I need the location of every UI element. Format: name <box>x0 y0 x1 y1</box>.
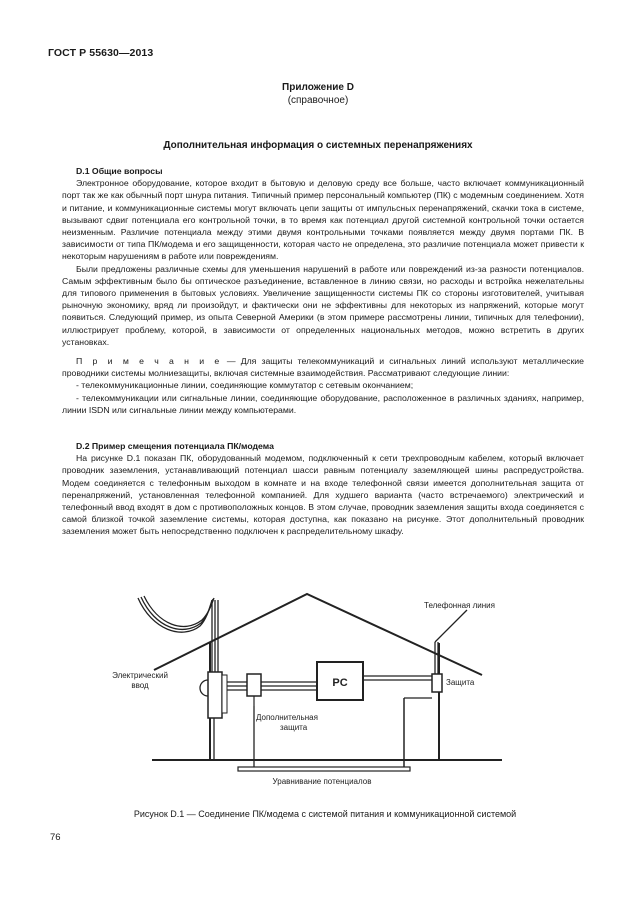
document-header: ГОСТ Р 55630—2013 <box>48 47 154 59</box>
pc-label: PC <box>332 677 348 689</box>
telephone-line <box>435 610 467 642</box>
annex-subtitle: (справочное) <box>287 95 349 106</box>
electrical-input-box <box>208 672 222 718</box>
potential-equalization-bar <box>238 767 410 771</box>
power-cable <box>138 598 212 632</box>
additional-protection-label-1: Дополнительная <box>256 713 318 722</box>
potential-equalization-label: Уравнивание потенциалов <box>272 777 372 786</box>
figure-d1-diagram <box>62 590 532 800</box>
list-item: - телекоммуникации или сигнальные линии, соединяющие оборудование, расположенное в различных зданиях, например, линии ISDN или сигнальные линии между компьютерами. <box>62 392 584 415</box>
paragraph: Были предложены различные схемы для уменьшения нарушений в работе или повреждений из-за разности потенциалов. Самым эффективным было бы оптическое разъединение, вставленное в линию связи, но расходы и встройка нежелательны для типового применения в бытовых условиях. Увеличение защищенности системы ПК со стороны изготовителей, учитывая рыночную экономику, вряд ли произойдут, и фактически они не эффективны для некоторых из напряжений, которые могут появиться. Следующий пример, из опыта Северной Америки (в этом примере рассмотрены линии, типичных для телефонии), иллюстрирует проблему, которой, в зависимости от определенных национальных методов, можно встретить в других установках. <box>62 263 584 347</box>
section-d1 <box>62 165 584 416</box>
additional-protection-label-2: защита <box>280 723 308 732</box>
paragraph: На рисунке D.1 показан ПК, оборудованный модемом, подключенный к сети трехпроводным кабелем, который включает проводник заземления, устанавливающий потенциал шасси равным потенциалу заземляющей шины распредустройства. Модем соединяется с телефонным выходом в комнате и на входе телефонной связи имеется дополнительная защита от перенапряжений, установленная телефонной компанией. Для худшего варианта (часто встречаемого) электрический и телефонный ввод входят в дом с противоположных концов. В этом случае, проводник заземления защиты входа соединяется с самой близкой точкой заземление системы, которая доступна, как показано на рисунке. Этот дополнительный проводник заземления может быть непосредственно подключен к распределительному шкафу. <box>62 453 584 537</box>
electrical-input-label-1: Электрический <box>112 671 168 680</box>
list-item: - телекоммуникационные линии, соединяющие коммутатор с сетевым окончанием; <box>76 380 414 391</box>
section-d2 <box>62 440 584 538</box>
figure-caption: Рисунок D.1 — Соединение ПК/модема с системой питания и коммуникационной системой <box>133 809 517 819</box>
meter-symbol <box>200 680 208 696</box>
page-number: 76 <box>50 832 61 843</box>
annex-title: Приложение D <box>282 82 354 93</box>
electrical-input-label-2: ввод <box>131 681 149 690</box>
telephone-line-label: Телефонная линия <box>424 601 495 610</box>
note-label: П р и м е ч а н и е <box>76 356 222 367</box>
paragraph: Электронное оборудование, которое входит в бытовую и деловую среду все больше, часто включает коммуникационный порт так же как обычный порт шнура питания. Типичный пример персональный компьютер (ПК) с модемным соединением. Хотя и питание, и коммуникационные системы могут включать цепи защиты от импульсных перенапряжений, скачки тока в системе, вызывают сдвиг потенциала его контрольной точки, в то время как потенциал другой системной контрольной точки остается неизменным. Различие потенциала между этими двумя контрольными точками появляется между двумя портами ПК. В зависимости от типа ПК/модема и его защищенности, которая часто не определена, это различие потенциала может привести к некоторым нарушениям в работе или повреждениям. <box>62 178 584 262</box>
section-heading: D.2 Пример смещения потенциала ПК/модема <box>76 441 274 451</box>
protection-label: Защита <box>446 678 475 687</box>
annex-main-title: Дополнительная информация о системных перенапряжениях <box>163 140 473 151</box>
note-text: — Для защиты телекоммуникаций и сигнальных линий используют металлические проводники системы молниезащиты, включая системные взаимодействия. Рассматривают следующие линии: <box>62 356 584 379</box>
section-heading: D.1 Общие вопросы <box>76 166 163 176</box>
additional-protection-box <box>247 674 261 696</box>
annex-heading <box>0 81 630 107</box>
telephone-protection-box <box>432 674 442 692</box>
note <box>62 355 584 379</box>
